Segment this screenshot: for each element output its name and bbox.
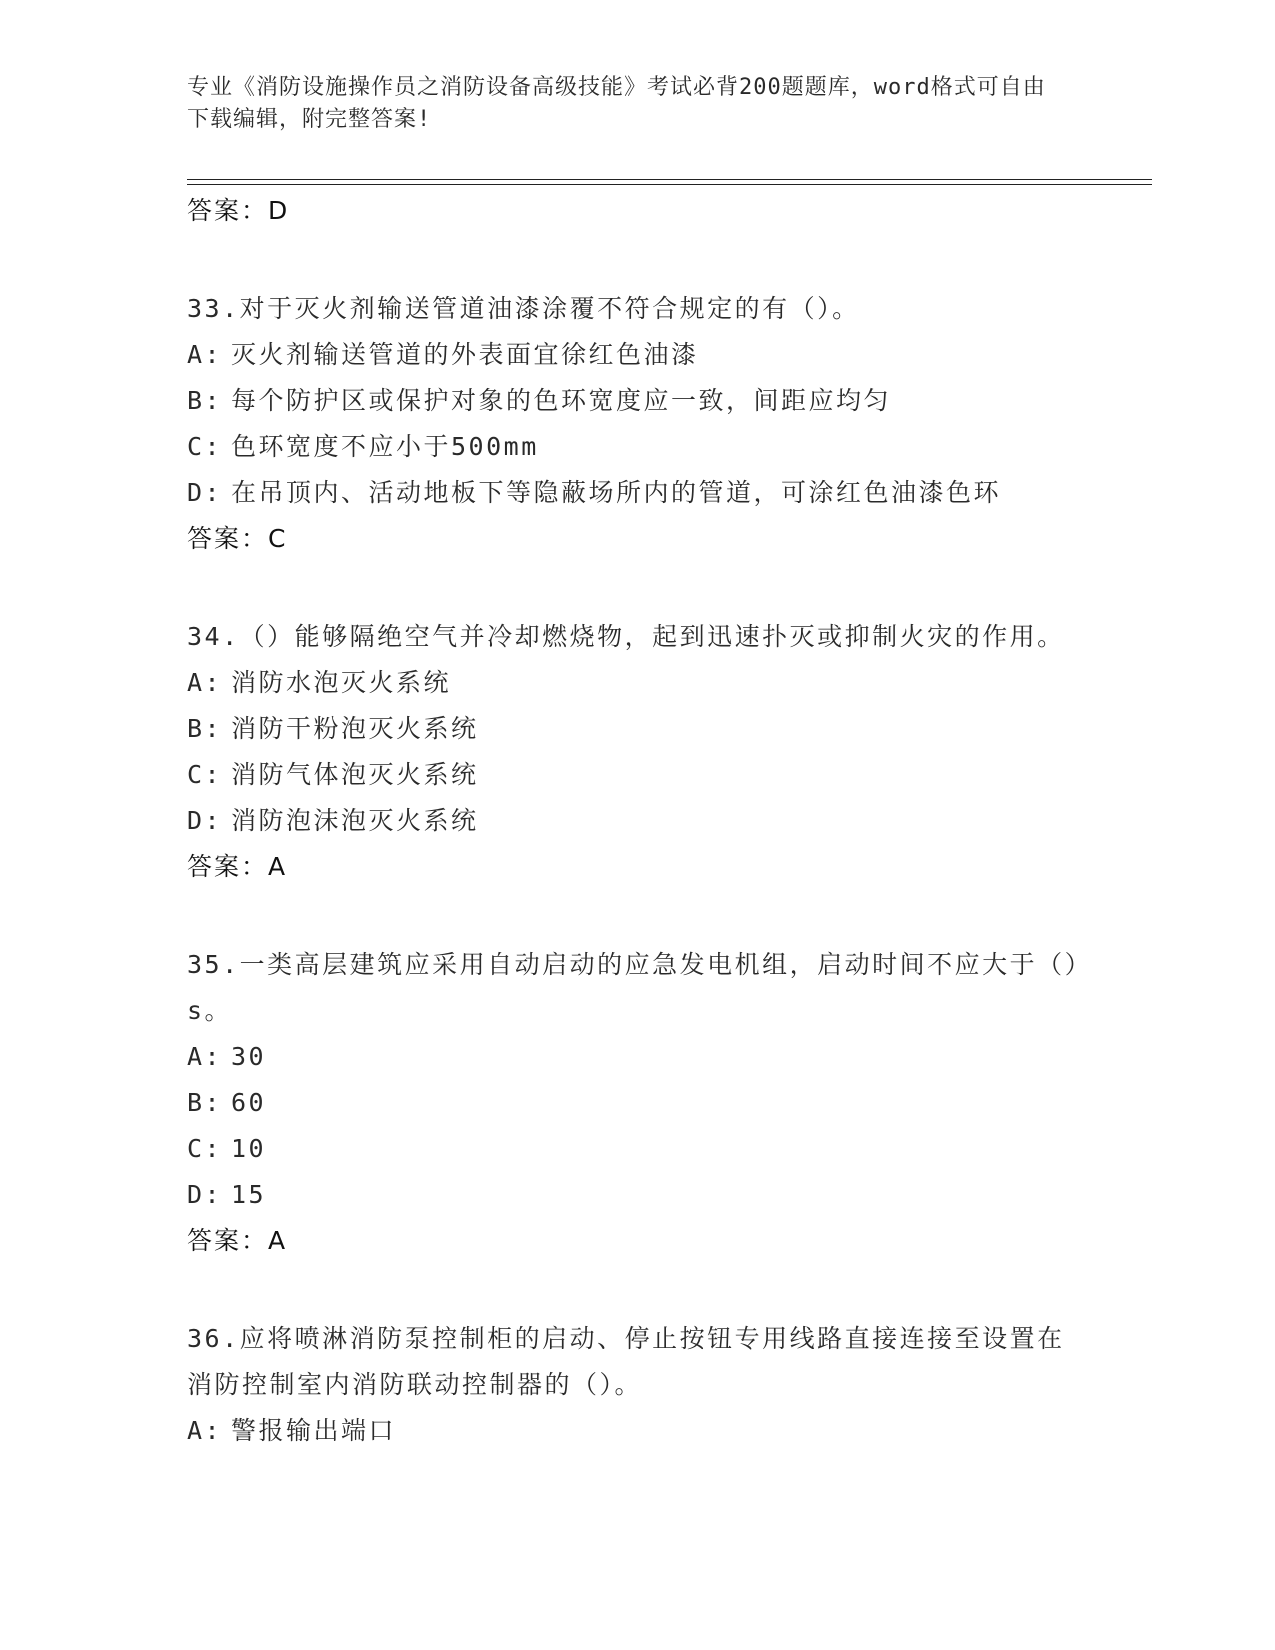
question-number: 36. [187,1324,240,1353]
question-35-option-c [187,1126,1087,1172]
question-35-option-a [187,1034,1087,1080]
answer-prefix: 答案： [187,852,269,881]
question-33-answer [187,516,1087,562]
question-stem: 应将喷淋消防泵控制柜的启动、停止按钮专用线路直接连接至设置在消防控制室内消防联动控制器的（）。 [187,1324,1065,1399]
option-letter: B: [187,386,223,415]
document-header: 专业《消防设施操作员之消防设备高级技能》考试必背200题题库，word格式可自由下载编辑，附完整答案! [187,75,1046,132]
question-35-option-b [187,1080,1087,1126]
question-stem: 对于灭火剂输送管道油漆涂覆不符合规定的有（）。 [239,294,860,323]
question-33-option-a [187,332,1087,378]
option-text: 15 [231,1180,267,1209]
answer-value: D [268,196,290,225]
question-gap [187,1264,1087,1316]
option-text: 消防水泡灭火系统 [231,668,452,697]
option-text: 消防泡沫泡灭火系统 [231,806,479,835]
question-stem: （）能够隔绝空气并冷却燃烧物，起到迅速扑灭或抑制火灾的作用。 [239,622,1065,651]
answer-prefix: 答案： [187,524,269,553]
question-34-title [187,614,1087,660]
question-34-option-d [187,798,1087,844]
option-letter: D: [187,806,223,835]
header-divider-top [187,179,1152,180]
answer-value: A [268,1226,288,1255]
option-text: 30 [231,1042,267,1071]
question-34-option-b [187,706,1087,752]
question-36-title [187,1316,1087,1408]
answer-prefix: 答案： [187,1226,269,1255]
option-text: 灭火剂输送管道的外表面宜徐红色油漆 [231,340,699,369]
question-stem: 一类高层建筑应采用自动启动的应急发电机组，启动时间不应大于（）s。 [187,950,1080,1025]
question-number: 33. [187,294,240,323]
question-35-answer [187,1218,1087,1264]
option-letter: C: [187,760,223,789]
option-letter: C: [187,1134,223,1163]
question-gap [187,562,1087,614]
answer-line-32 [187,188,1087,234]
question-35-option-d [187,1172,1087,1218]
option-text: 60 [231,1088,267,1117]
question-gap [187,890,1087,942]
question-33-title [187,286,1087,332]
option-text: 消防干粉泡灭火系统 [231,714,479,743]
question-33-option-c [187,424,1087,470]
option-letter: A: [187,668,223,697]
question-gap [187,234,1087,286]
answer-value: C [268,524,288,553]
option-letter: A: [187,340,223,369]
option-text: 警报输出端口 [231,1416,397,1445]
question-number: 35. [187,950,240,979]
question-34-option-a [187,660,1087,706]
option-letter: C: [187,432,223,461]
option-text: 消防气体泡灭火系统 [231,760,479,789]
answer-value: A [268,852,288,881]
option-text: 每个防护区或保护对象的色环宽度应一致，间距应均匀 [231,386,892,415]
question-list [187,188,1087,1454]
question-34-option-c [187,752,1087,798]
option-letter: A: [187,1042,223,1071]
answer-prefix: 答案： [187,196,269,225]
option-letter: A: [187,1416,223,1445]
question-35-title [187,942,1087,1034]
option-text: 在吊顶内、活动地板下等隐蔽场所内的管道，可涂红色油漆色环 [231,478,1002,507]
question-33-option-b [187,378,1087,424]
option-letter: B: [187,1088,223,1117]
question-33-option-d [187,470,1087,516]
option-text: 色环宽度不应小于500mm [231,432,539,461]
option-letter: D: [187,1180,223,1209]
option-letter: B: [187,714,223,743]
question-36-option-a [187,1408,1087,1454]
question-34-answer [187,844,1087,890]
header-divider-bottom [187,184,1152,185]
option-text: 10 [231,1134,267,1163]
option-letter: D: [187,478,223,507]
question-number: 34. [187,622,240,651]
